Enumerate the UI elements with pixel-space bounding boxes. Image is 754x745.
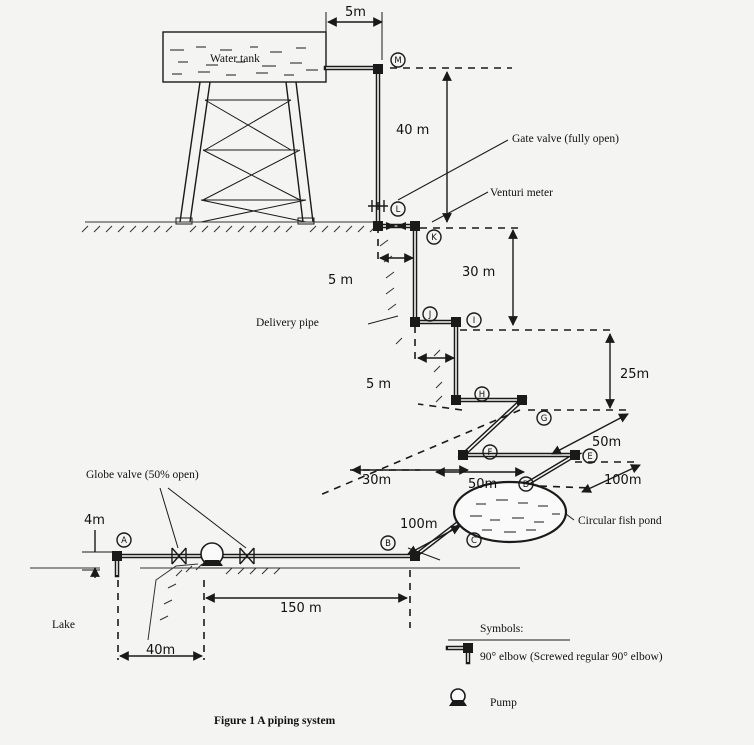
elbow-h: [451, 395, 461, 405]
svg-text:C: C: [471, 536, 477, 546]
elbow-i: [451, 317, 461, 327]
node-h: [475, 387, 489, 401]
svg-text:M: M: [394, 56, 402, 66]
dim-5m-lower: 5 m: [366, 377, 392, 392]
node-a: [117, 533, 131, 547]
legend-title: Symbols:: [480, 623, 524, 635]
delivery-pipe-label: Delivery pipe: [256, 317, 319, 329]
node-i: [467, 313, 481, 327]
figure-caption: Figure 1 A piping system: [214, 715, 336, 727]
node-l: [391, 202, 405, 216]
elbow-a: [112, 551, 122, 561]
svg-text:H: H: [478, 390, 486, 400]
elbow-k: [410, 221, 420, 231]
dimension-labels: [84, 5, 649, 658]
venturi-meter-icon: [386, 222, 406, 230]
svg-text:L: L: [395, 205, 401, 215]
svg-text:I: I: [472, 316, 476, 326]
node-g: [537, 411, 551, 425]
node-c: [467, 533, 481, 547]
venturi-meter-label: Venturi meter: [490, 187, 553, 199]
dimension-arrows: [82, 12, 640, 656]
dim-30m-vertical: 30 m: [462, 265, 496, 280]
dim-50m-right: 50m: [592, 435, 622, 450]
svg-text:D: D: [522, 480, 530, 490]
component-labels: [52, 53, 662, 631]
elbow-g: [517, 395, 527, 405]
lake-label: Lake: [52, 619, 75, 631]
dim-5m-upper: 5 m: [328, 273, 354, 288]
node-m: [391, 53, 405, 67]
node-f: [483, 445, 497, 459]
dim-100m-right: 100m: [604, 473, 642, 488]
dim-40m-bottom: 40m: [146, 643, 176, 658]
elbow-m: [373, 64, 383, 74]
dim-4m: 4m: [84, 513, 105, 528]
fish-pond-label: Circular fish pond: [578, 515, 662, 527]
pump-icon: [201, 543, 223, 566]
dim-30m-horizontal: 30m: [362, 473, 392, 488]
dim-50m-bottom: 50m: [468, 477, 498, 492]
node-b: [381, 536, 395, 550]
node-j: [423, 307, 437, 321]
svg-text:E: E: [587, 452, 593, 462]
dim-40m-vertical: 40 m: [396, 123, 430, 138]
svg-text:B: B: [385, 539, 391, 549]
dim-100m-diag: 100m: [400, 517, 438, 532]
elbow-j: [410, 317, 420, 327]
svg-text:G: G: [540, 414, 548, 424]
dim-25m: 25m: [620, 367, 650, 382]
elbow-e: [570, 450, 580, 460]
elbow-icon: [448, 643, 473, 662]
svg-text:K: K: [431, 233, 437, 243]
water-tank-label: Water tank: [210, 53, 260, 65]
svg-text:J: J: [428, 310, 432, 320]
gate-valve-label: Gate valve (fully open): [512, 133, 619, 145]
globe-valve-label: Globe valve (50% open): [86, 469, 199, 481]
legend-pump-icon: [449, 689, 467, 706]
dim-150m: 150 m: [280, 601, 322, 616]
legend-elbow-label: 90° elbow (Screwed regular 90° elbow): [480, 651, 663, 663]
legend-pump-label: Pump: [490, 697, 517, 709]
node-e: [583, 449, 597, 463]
elbow-f: [458, 450, 468, 460]
dim-top-5m: 5m: [345, 5, 366, 20]
node-k: [427, 230, 441, 244]
svg-text:F: F: [487, 448, 493, 458]
legend: [448, 623, 663, 709]
ground-hatching: [30, 222, 520, 640]
svg-text:A: A: [121, 536, 127, 546]
